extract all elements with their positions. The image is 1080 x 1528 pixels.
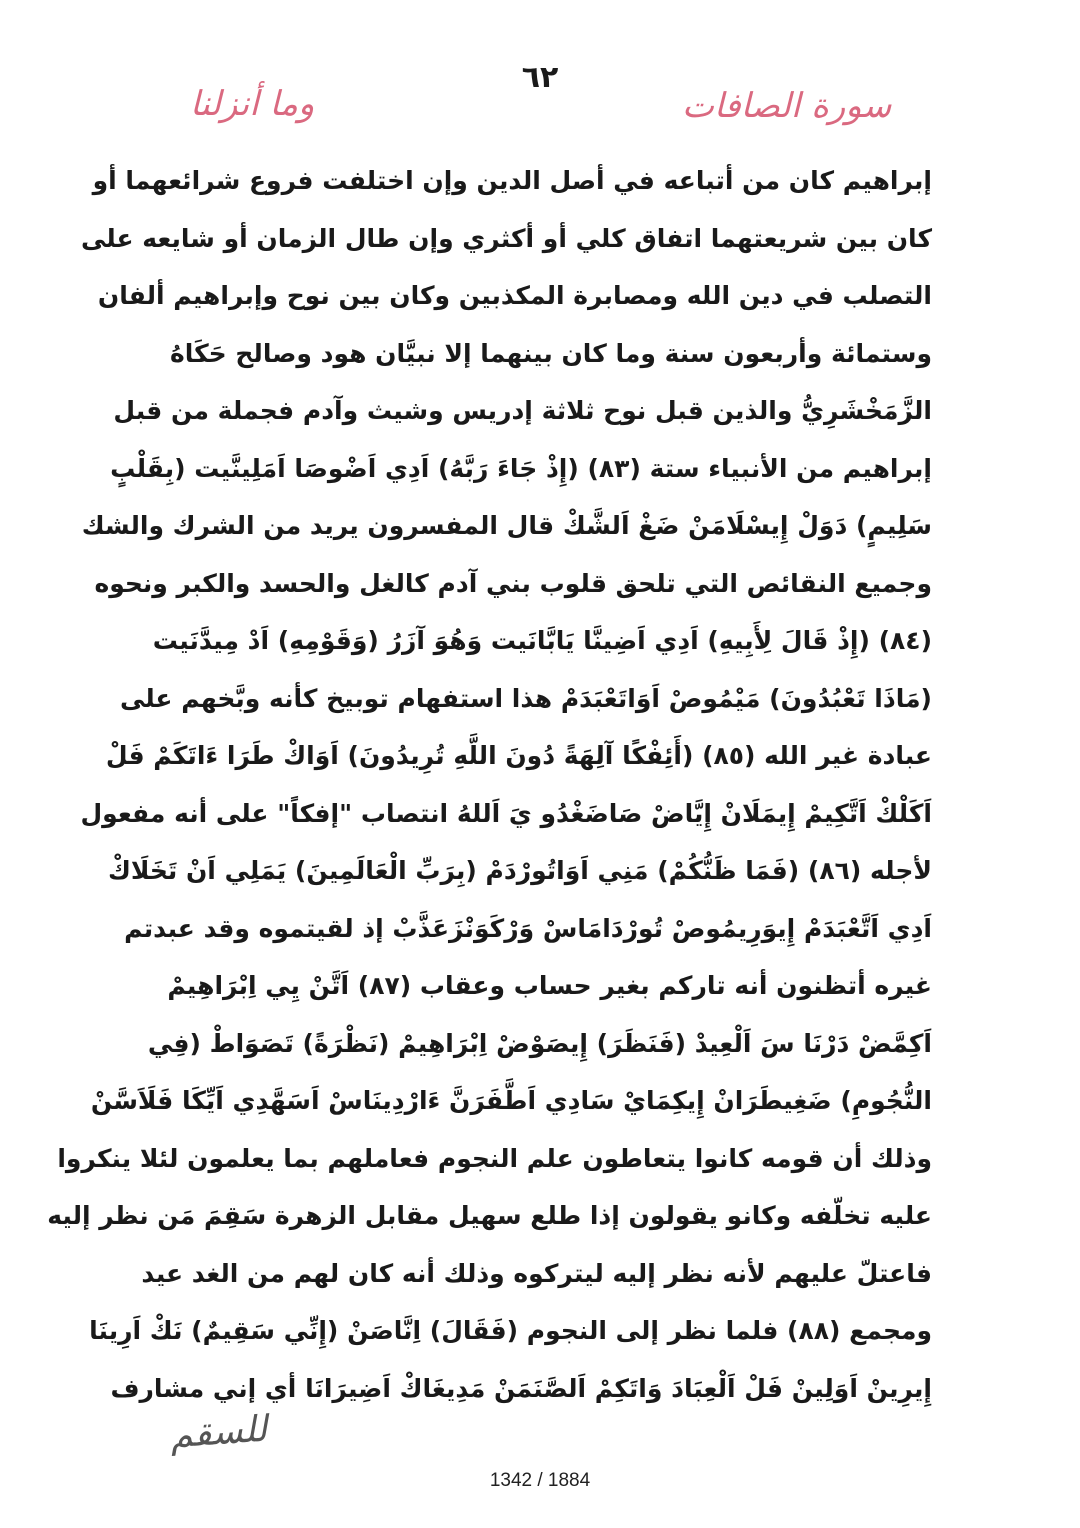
margin-note-right: سورة الصافات <box>682 86 892 126</box>
handwritten-signature: للسقم <box>168 1408 269 1457</box>
text-line: اَكَلْكْ اَتَّكِيمْ إِيمَلَانْ إِيَّاضْ صَاضَغْدُو يَ اَللهُ انتصاب "إفكاً" على أنه مفعول <box>80 798 932 828</box>
text-line: وجميع النقائص التي تلحق قلوب بني آدم كالغل والحسد والكبر ونحوه <box>94 568 932 598</box>
text-line: إِيرِينْ اَوَلِينْ فَلْ اَلْعِبَادَ وَاتَكِمْ اَلصَّنَمَنْ مَدِيغَاكْ اَضِيرَانَا أي إني مشارف <box>110 1373 932 1403</box>
page-counter: 1342 / 1884 <box>489 1470 591 1491</box>
text-line: ومجمع (٨٨) فلما نظر إلى النجوم (فَقَالَ) اِنَّاصَنْ (إِنِّي سَقِيمٌ) نَكْ اَرِينَا <box>89 1316 932 1345</box>
text-line: اَكِمَّضْ دَرْنَا سَ اَلْعِيدْ (فَنَظَرَ) إِيصَوْضْ اِبْرَاهِيمْ (نَظْرَةً) تَصَوَاطْ (فِي <box>147 1028 932 1058</box>
text-line: (مَاذَا تَعْبُدُونَ) مَيْمُوصْ اَوَاتَعْبَدَمْ هذا استفهام توبيخ كأنه وبَّخهم على <box>119 683 932 713</box>
text-line: (٨٤) (إِذْ قَالَ لِأَبِيهِ) اَدِي اَضِينَّا يَابَّانَيت وَهُوَ آزَرُ (وَقَوْمِهِ) اَدْ مِيدَّنَيت <box>152 626 932 655</box>
text-line: عليه تخلّفه وكانو يقولون إذا طلع سهيل مقابل الزهرة سَقِمَ مَن نظر إليه <box>47 1201 932 1230</box>
text-line: عبادة غير الله (٨٥) (أَئِفْكًا آلِهَةً دُونَ اللَّهِ تُرِيدُونَ) اَوَاكْ طَرَا ءَاتَكَمْ فَلْ <box>105 741 932 770</box>
body-text <box>47 152 932 1417</box>
text-line: وستمائة وأربعون سنة وما كان بينهما إلا نبيَّان هود وصالح حَكَاهُ <box>170 338 932 368</box>
text-line: التصلب في دين الله ومصابرة المكذبين وكان بين نوح وإبراهيم ألفان <box>97 281 932 310</box>
text-line: كان بين شريعتهما اتفاق كلي أو أكثري وإن طال الزمان أو شايعه على <box>80 223 932 253</box>
text-line: النُّجُومِ) ضَغِيطَرَانْ إِيكِمَايْ سَادِي اَطَّفَرَنَّ ءَارْدِينَاسْ اَسَهَّدِي اَيِّكَا فَلَاَسَّنْ <box>90 1086 932 1115</box>
text-line: إبراهيم كان من أتباعه في أصل الدين وإن اختلفت فروع شرائعهما أو <box>92 166 932 195</box>
text-line: لأجله (٨٦) (فَمَا ظَنُّكُمْ) مَنِي اَوَاتُورْدَمْ (بِرَبِّ الْعَالَمِينَ) يَمَلِي اَنْ تَخَلَاكْ <box>107 856 932 885</box>
text-line: إبراهيم من الأنبياء ستة (٨٣) (إِذْ جَاءَ رَبَّهُ) اَدِي اَضْوصَا اَمَلِينَّيت (بِقَلْبٍ <box>110 453 932 483</box>
page-number: ٦٢ <box>521 60 559 95</box>
text-line: اَدِي اَتَّعْبَدَمْ إِيوَرِيمُوصْ تُورْدَامَاسْ وَرْكَوَنْزَعَذَّبْ إذ لقيتموه وقد عبدتم <box>124 913 932 943</box>
margin-note-left: وما أنزلنا <box>190 84 315 124</box>
text-line: وذلك أن قومه كانوا يتعاطون علم النجوم فعاملهم بما يعلمون لئلا ينكروا <box>57 1143 932 1173</box>
text-line: الزَّمَخْشَرِيُّ والذين قبل نوح ثلاثة إدريس وشيث وآدم فجملة من قبل <box>113 396 932 425</box>
text-line: سَلِيمٍ) دَوَلْ إِيسْلَامَنْ ضَغْ اَلشَّكْ قال المفسرون يريد من الشرك والشك <box>81 511 932 540</box>
text-line: فاعتلّ عليهم لأنه نظر إليه ليتركوه وذلك أنه كان لهم من الغد عيد <box>141 1258 932 1288</box>
text-line: غيره أتظنون أنه تاركم بغير حساب وعقاب (٨٧) اَتَّنْ يِي اِبْرَاهِيمْ <box>167 971 932 1000</box>
